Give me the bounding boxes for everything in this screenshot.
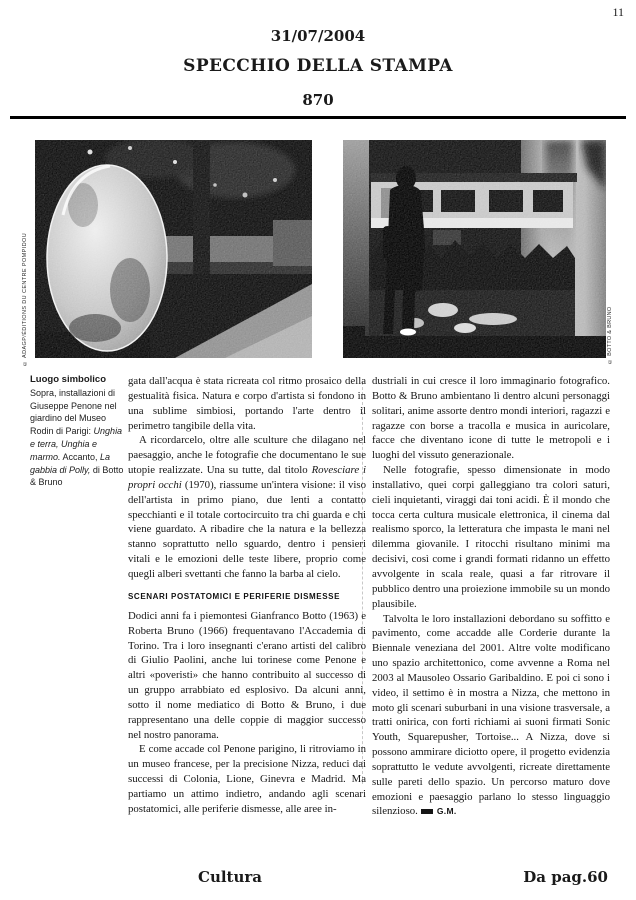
paragraph-text: Talvolta le loro installazioni debordano su soffitto e pavimento, come accadde alle Corderie durante la Biennale veneziana del 2001. Altre volte modificano uno spazio architettonico, come avvenne a Roma nel 2003 al Mausoleo Ossario Garibaldino. E poi ci sono i video, il settimo è in mostra a Nizza, che mettono in moto gli scenari suburbani in una visione trasversale, a tratti onirica, con forti richiami ai suoni firmati Sonic Youth, Squarepusher, Tortoise... A Nizza, dove si possono ammirare diciotto opere, il progetto evidenzia soprattutto le vedute avvolgenti, ricreate direttamente sulle pareti dello spazio. Un percorso maturo dove emozioni e paesaggio parlano lo stesso linguaggio silenzioso.: [372, 612, 610, 818]
paragraph: E come accade col Penone parigino, li ritroviamo in un museo francese, per la precisione Nizza, reduci dai successi di Colonia, Lione, Ginevra e Madrid. Ma partiamo un attimo indietro, andando agli scenari postatomici, alle periferie dismesse, alle aree in-: [128, 743, 366, 815]
issue-number: 870: [302, 91, 334, 109]
paragraph: dustriali in cui cresce il loro immaginario fotografico. Botto & Bruno ambientano lì dentro alcuni personaggi solitari, anime assorte dentro mondi interiori, ragazzi e ragazze con borse a tracolla e musica in auricolare, facce che diventano icone di tutte le metropoli e i luoghi del vissuto generazionale.: [372, 375, 610, 462]
paragraph: [372, 612, 610, 820]
section-heading: SCENARI POSTATOMICI E PERIFERIE DISMESSE: [128, 591, 341, 601]
page-title: SPECCHIO DELLA STAMPA: [183, 56, 453, 76]
page-number: 11: [612, 5, 624, 19]
photo-penone-sculpture: [35, 140, 312, 358]
footer-source-page: Da pag.60: [523, 868, 608, 886]
photo-caption: [30, 374, 124, 489]
article-column-2: [372, 374, 610, 819]
paragraph: Nelle fotografie, spesso dimensionate in modo installativo, quei corpi galleggiano tra colori saturi, cieli inquietanti, viraggi dai toni acidi. È il mondo che tocca certa cultura musicale elettronica, il cinema dal realismo sporco, la letteratura che impasta le mani nel dilemma giovanile. I ritocchi risultano minimi ma decisivi, così come i grandi formati ridanno un effetto avvolgente in scala reale, quasi a far ritrovare il pubblico dentro una proiezione immobile su un mondo plausibile.: [372, 464, 610, 610]
article-column-1: [128, 374, 366, 817]
header-divider: [10, 116, 626, 119]
photo-credit-right: © BOTTO & BRUNO: [607, 306, 613, 364]
paragraph: gata dall'acqua è stata ricreata col ritmo prosaico della gestualità fisica. Natura e corpo d'artista si fondono in una sublime simbiosi, portando l'arte dentro il perimetro tangibile della vita.: [128, 375, 366, 432]
footer-section-label: Cultura: [198, 868, 262, 886]
paragraph: Dodici anni fa i piemontesi Gianfranco Botto (1963) e Roberta Bruno (1966) frequentavano l'Accademia di Torino. Tra i loro insegnanti c'erano artisti del calibro di Giulio Paolini, anche lui torinese come Penone e altri «poveristi» che hanno contribuito al successo di un gruppo arrabbiato ed esplosivo. Da alcuni anni, sotto il nome mediatico di Botto & Bruno, i due rappresentano una delle coppie di maggior successo nel nostro panorama.: [128, 609, 366, 741]
author-initials: G.M.: [436, 806, 457, 817]
article-end-mark-icon: [421, 809, 433, 814]
caption-title: Luogo simbolico: [30, 374, 106, 385]
caption-body: Sopra, installazioni di Giuseppe Penone nel giardino del Museo Rodin di Parigi: Unghia e terra, Unghia e marmo. Accanto, La gabbia di Polly, di Botto & Bruno: [30, 387, 124, 488]
paragraph: A ricordarcelo, oltre alle sculture che dilagano nel paesaggio, anche le fotografie che documentano le sue utopie realizzate. Una su tutte, dal titolo Rovesciare i propri occhi (1970), riassume un'intera visione: il viso dell'artista in primo piano, due lenti a contatto specchianti e il totale cortocircuito tra chi guarda e chi viene guardato. A ribadire che la natura e la bellezza stanno soprattutto nello sguardo, dentro i pensieri vitali e le emozioni delle teste libere, proprio come quegli alberi svettanti che fanno la barba al cielo.: [128, 434, 366, 580]
clipping-date: 31/07/2004: [270, 27, 366, 45]
photo-botto-bruno: [343, 140, 606, 358]
photo-credit-left: © ADAGP/ÉDITIONS DU CENTRE POMPIDOU: [22, 232, 28, 366]
